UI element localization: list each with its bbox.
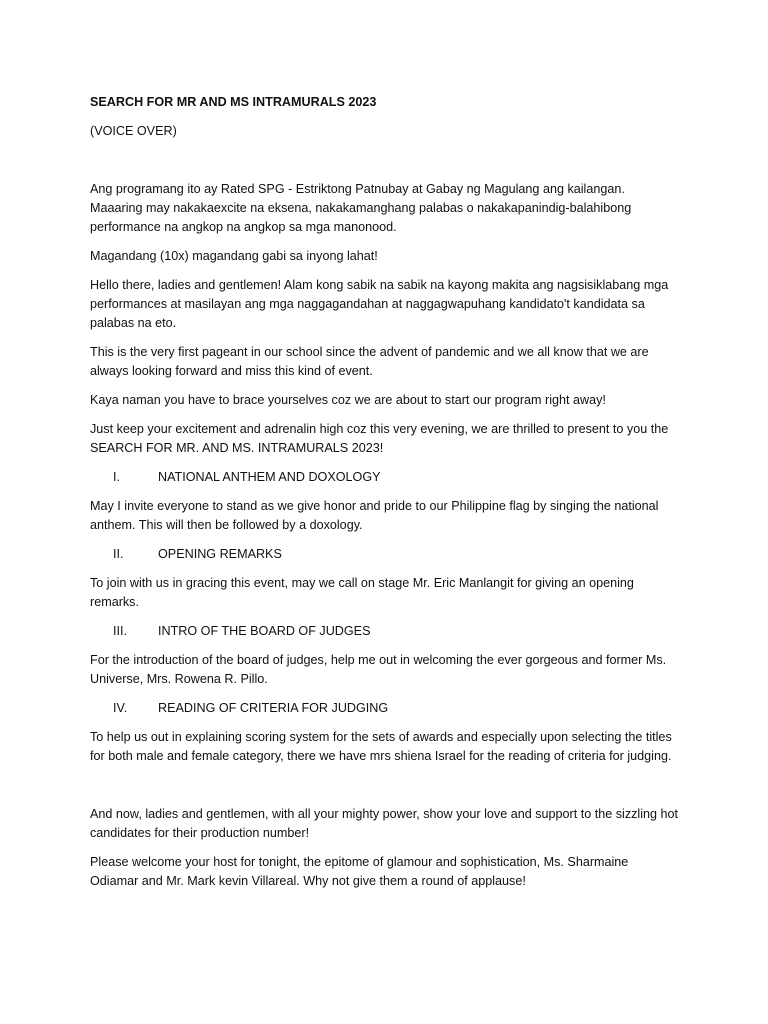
- paragraph-hosts: Please welcome your host for tonight, the epitome of glamour and sophistication, Ms. Sharmaine Odiamar and Mr. Mark kevin Villareal. Why not give them a round of applause!: [90, 855, 629, 888]
- list-number: I.: [113, 470, 120, 484]
- list-heading: INTRO OF THE BOARD OF JUDGES: [158, 624, 371, 638]
- list-item-judges: [90, 622, 680, 641]
- list-item-criteria: [90, 699, 680, 718]
- list-heading: NATIONAL ANTHEM AND DOXOLOGY: [158, 470, 381, 484]
- document-title: SEARCH FOR MR AND MS INTRAMURALS 2023: [90, 95, 377, 109]
- paragraph-judges: For the introduction of the board of judges, help me out in welcoming the ever gorgeous and former Ms. Universe, Mrs. Rowena R. Pillo.: [90, 653, 667, 686]
- list-number: III.: [113, 624, 127, 638]
- paragraph-criteria: To help us out in explaining scoring system for the sets of awards and especially upon selecting the titles for both male and female category, there we have mrs shiena Israel for the reading of criteria for judging.: [90, 730, 672, 763]
- list-heading: OPENING REMARKS: [158, 547, 282, 561]
- list-item-anthem: [90, 468, 680, 487]
- paragraph-rated-spg: Ang programang ito ay Rated SPG - Estriktong Patnubay at Gabay ng Magulang ang kailangan. Maaaring may nakakaexcite na eksena, nakakamanghang palabas o nakakapanindig-balahibong performance na angkop na angkop sa mga manonood.: [90, 182, 632, 234]
- list-number: II.: [113, 547, 124, 561]
- document-page: [90, 93, 680, 891]
- paragraph-magandang-gabi: Magandang (10x) magandang gabi sa inyong lahat!: [90, 249, 378, 263]
- paragraph-first-pageant: This is the very first pageant in our school since the advent of pandemic and we all know that we are always looking forward and miss this kind of event.: [90, 345, 649, 378]
- paragraph-production-number: And now, ladies and gentlemen, with all your mighty power, show your love and support to the sizzling hot candidates for their production number!: [90, 807, 679, 840]
- paragraph-anthem: May I invite everyone to stand as we give honor and pride to our Philippine flag by singing the national anthem. This will then be followed by a doxology.: [90, 499, 659, 532]
- paragraph-excitement: Just keep your excitement and adrenalin high coz this very evening, we are thrilled to present to you the SEARCH FOR MR. AND MS. INTRAMURALS 2023!: [90, 422, 669, 455]
- paragraph-opening-remarks: To join with us in gracing this event, may we call on stage Mr. Eric Manlangit for giving an opening remarks.: [90, 576, 634, 609]
- list-number: IV.: [113, 701, 128, 715]
- voice-over-label: (VOICE OVER): [90, 124, 177, 138]
- list-item-opening-remarks: [90, 545, 680, 564]
- paragraph-hello: Hello there, ladies and gentlemen! Alam kong sabik na sabik na kayong makita ang nagsisiklabang mga performances at masilayan ang mga naggagandahan at naggagwapuhang kandidato't kandidata sa palabas na eto.: [90, 278, 669, 330]
- paragraph-kaya-naman: Kaya naman you have to brace yourselves coz we are about to start our program right away!: [90, 393, 606, 407]
- list-heading: READING OF CRITERIA FOR JUDGING: [158, 701, 389, 715]
